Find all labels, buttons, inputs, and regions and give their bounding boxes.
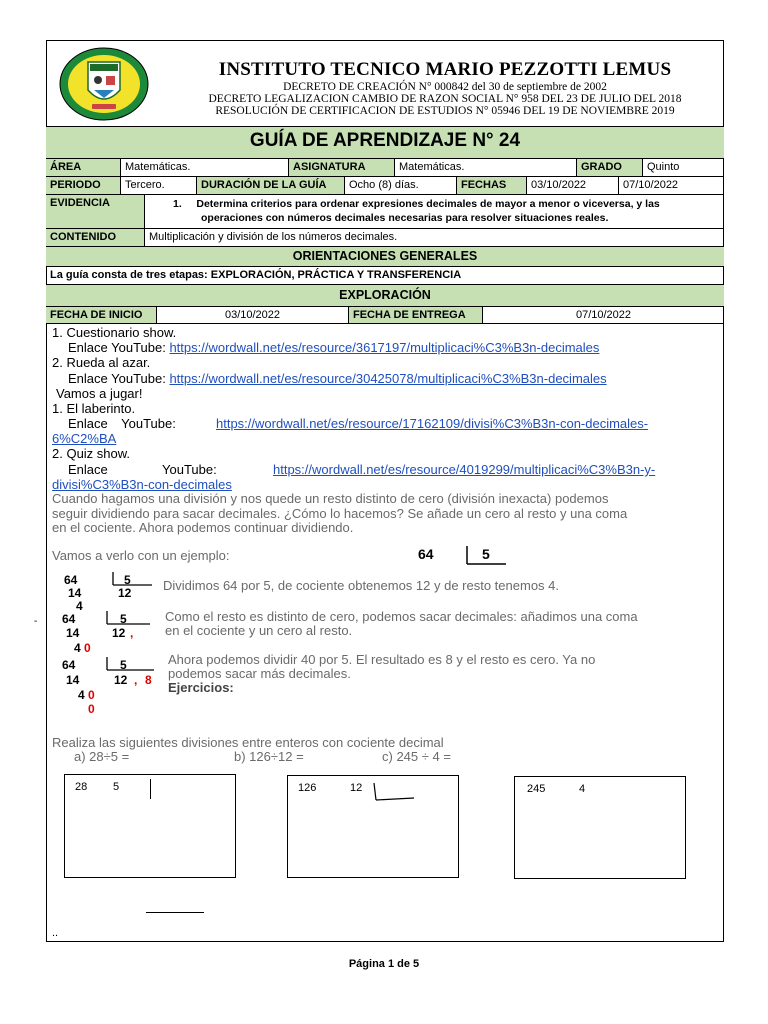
d1-quotient: 12 (118, 586, 132, 600)
decree-line-3: RESOLUCIÓN DE CERTIFICACION DE ESTUDIOS N° 05946 DEL 19 DE NOVIEMBRE 2019 (215, 105, 675, 117)
example-dividend: 64 (418, 546, 434, 562)
d3-remainder: 4 (78, 688, 85, 702)
evidencia-row (46, 194, 724, 228)
game-1-title: 1. El laberinto. (52, 401, 136, 416)
contenido-label: CONTENIDO (46, 229, 144, 246)
d2-bracket (106, 610, 152, 626)
d3-final-remainder: 0 (88, 702, 95, 716)
evidencia-number: 1. (173, 198, 182, 210)
grado-value: Quinto (642, 159, 724, 176)
exercise-c-box[interactable] (514, 776, 686, 879)
game-2-link-2[interactable]: divisi%C3%B3n-con-decimales (52, 477, 232, 492)
d3-divisor: 5 (120, 658, 127, 672)
explanation-line-2: seguir dividiendo para sacar decimales. ¿Cómo lo hacemos? Se añade un cero al resto y una coma (52, 506, 628, 521)
box-a-divisor: 5 (113, 781, 120, 793)
d3-bracket (106, 656, 156, 672)
area-row (46, 158, 724, 176)
etapas-row (46, 266, 724, 284)
exercise-a-box[interactable] (64, 774, 236, 878)
box-b-divisor: 12 (350, 782, 363, 794)
d2-dividend: 64 (62, 612, 76, 626)
activity-2-prefix: Enlace YouTube: (68, 371, 166, 386)
orientaciones-title: ORIENTACIONES GENERALES (292, 249, 478, 263)
step-3-text-2: podemos sacar más decimales. (168, 666, 351, 681)
guide-title-row (46, 126, 724, 158)
fecha-entrega-label: FECHA DE ENTREGA (348, 307, 482, 323)
example-divisor: 5 (482, 546, 490, 562)
answer-line (146, 912, 204, 913)
step-2-text-2: en el cociente y un cero al resto. (165, 623, 353, 638)
box-b-bracket (372, 782, 416, 802)
area-value: Matemáticas. (120, 159, 288, 176)
activity-1-title: 1. Cuestionario show. (52, 325, 177, 340)
guide-title: GUÍA DE APRENDIZAJE N° 24 (249, 130, 521, 151)
area-label: ÁREA (46, 159, 120, 176)
explanation-line-1: Cuando hagamos una división y nos quede un resto distinto de cero (división inexacta) podemos (52, 491, 609, 506)
activity-1-link[interactable]: https://wordwall.net/es/resource/3617197/multiplicaci%C3%B3n-decimales (169, 340, 600, 355)
exercises-intro: Realiza las siguientes divisiones entre enteros con cociente decimal (52, 735, 444, 750)
fecha-inicio-value: 03/10/2022 (156, 307, 348, 323)
d1-remainder: 4 (76, 599, 83, 613)
exploracion-row (46, 284, 724, 306)
d3-added-zero: 0 (88, 688, 95, 702)
d2-remainder: 4 (74, 641, 81, 655)
game-1-prefix: Enlace YouTube: (68, 416, 176, 431)
asignatura-label: ASIGNATURA (288, 159, 394, 176)
game-1-link-row (68, 416, 718, 431)
grado-label: GRADO (576, 159, 642, 176)
explanation-line-3: en el cociente. Ahora podemos continuar dividiendo. (52, 520, 354, 535)
contenido-row (46, 228, 724, 246)
d1-subtotal: 14 (68, 586, 82, 600)
game-2-title: 2. Quiz show. (52, 446, 131, 461)
step-1-text: Dividimos 64 por 5, de cociente obtenemos 12 y de resto tenemos 4. (163, 578, 559, 593)
step-3-text-1: Ahora podemos dividir 40 por 5. El resultado es 8 y el resto es cero. Ya no (168, 652, 596, 667)
box-c-dividend: 245 (527, 783, 546, 795)
activity-2-title: 2. Rueda al azar. (52, 355, 151, 370)
evidencia-label: EVIDENCIA (46, 195, 144, 228)
d3-subtotal: 14 (66, 673, 80, 687)
fecha-entrega-value: 07/10/2022 (482, 307, 724, 323)
exercise-b: b) 126÷12 = (234, 749, 304, 764)
evidencia-value (144, 195, 724, 228)
exercise-c: c) 245 ÷ 4 = (382, 749, 451, 764)
institute-title: INSTITUTO TECNICO MARIO PEZZOTTI LEMUS (218, 59, 672, 80)
example-intro: Vamos a verlo con un ejemplo: (52, 548, 230, 563)
step-2-text-1: Como el resto es distinto de cero, podemos sacar decimales: añadimos una coma (165, 609, 638, 624)
d2-divisor: 5 (120, 612, 127, 626)
etapas-text: La guía consta de tres etapas: EXPLORACIÓN, PRÁCTICA Y TRANSFERENCIA (50, 269, 462, 281)
fecha-1: 03/10/2022 (526, 177, 618, 194)
school-logo (58, 46, 150, 122)
left-margin-mark: - (34, 616, 38, 627)
box-a-bracket (150, 779, 151, 799)
game-1-link-2[interactable]: 6%C2%BA (52, 431, 117, 446)
periodo-value: Tercero. (120, 177, 196, 194)
example-division-bracket (466, 545, 508, 565)
d2-subtotal: 14 (66, 626, 80, 640)
duracion-label: DURACIÓN DE LA GUÍA (196, 177, 344, 194)
activity-1-link-row (68, 340, 599, 355)
evidencia-text-2: operaciones con números decimales necesarias para resolver situaciones reales. (201, 212, 609, 224)
vamos-a-jugar: Vamos a jugar! (56, 386, 143, 401)
box-c-divisor: 4 (579, 783, 586, 795)
d1-bracket (112, 571, 154, 587)
game-1-link-1[interactable]: https://wordwall.net/es/resource/17162109/divisi%C3%B3n-con-decimales- (216, 416, 649, 431)
periodo-row (46, 176, 724, 194)
game-2-link-1[interactable]: https://wordwall.net/es/resource/4019299/multiplicaci%C3%B3n-y- (273, 462, 656, 477)
fechas-label: FECHAS (456, 177, 526, 194)
box-a-dividend: 28 (75, 781, 88, 793)
bottom-dots: .. (52, 927, 59, 939)
d3-dividend: 64 (62, 658, 76, 672)
d3-quotient: 12 (114, 673, 128, 687)
game-2-enlace: Enlace (68, 462, 108, 477)
d1-dividend: 64 (64, 573, 78, 587)
fecha-inicio-label: FECHA DE INICIO (46, 307, 156, 323)
page-number: Página 1 de 5 (348, 958, 420, 970)
fechas-entrega-row (46, 306, 724, 324)
d2-comma: , (130, 626, 134, 640)
periodo-label: PERIODO (46, 177, 120, 194)
game-2-youtube: YouTube: (162, 462, 217, 477)
asignatura-value: Matemáticas. (394, 159, 576, 176)
box-b-dividend: 126 (298, 782, 317, 794)
guide-info-table (46, 126, 724, 327)
duracion-value: Ocho (8) días. (344, 177, 456, 194)
exercise-b-box[interactable] (287, 775, 459, 878)
activity-2-link-row (68, 371, 607, 386)
d1-divisor: 5 (124, 573, 131, 587)
exercise-a: a) 28÷5 = (74, 749, 130, 764)
activity-2-link[interactable]: https://wordwall.net/es/resource/30425078/multiplicaci%C3%B3n-decimales (169, 371, 607, 386)
decree-line-1: DECRETO DE CREACIÓN N° 000842 del 30 de septiembre de 2002 (283, 81, 607, 93)
d3-decimal: 8 (145, 673, 152, 687)
d3-comma: , (134, 673, 138, 687)
exploracion-title: EXPLORACIÓN (339, 288, 431, 302)
fecha-2: 07/10/2022 (618, 177, 724, 194)
decree-line-2: DECRETO LEGALIZACION CAMBIO DE RAZON SOCIAL N° 958 DEL 23 DE JULIO DEL 2018 (208, 93, 682, 105)
evidencia-text-1: Determina criterios para ordenar expresiones decimales de mayor a menor o viceversa, y las (196, 198, 660, 210)
contenido-value: Multiplicación y división de los números decimales. (144, 229, 724, 246)
ejercicios-heading: Ejercicios: (168, 680, 234, 695)
d2-quotient: 12 (112, 626, 126, 640)
orientaciones-row (46, 246, 724, 266)
d2-added-zero: 0 (84, 641, 91, 655)
activity-1-prefix: Enlace YouTube: (68, 340, 166, 355)
